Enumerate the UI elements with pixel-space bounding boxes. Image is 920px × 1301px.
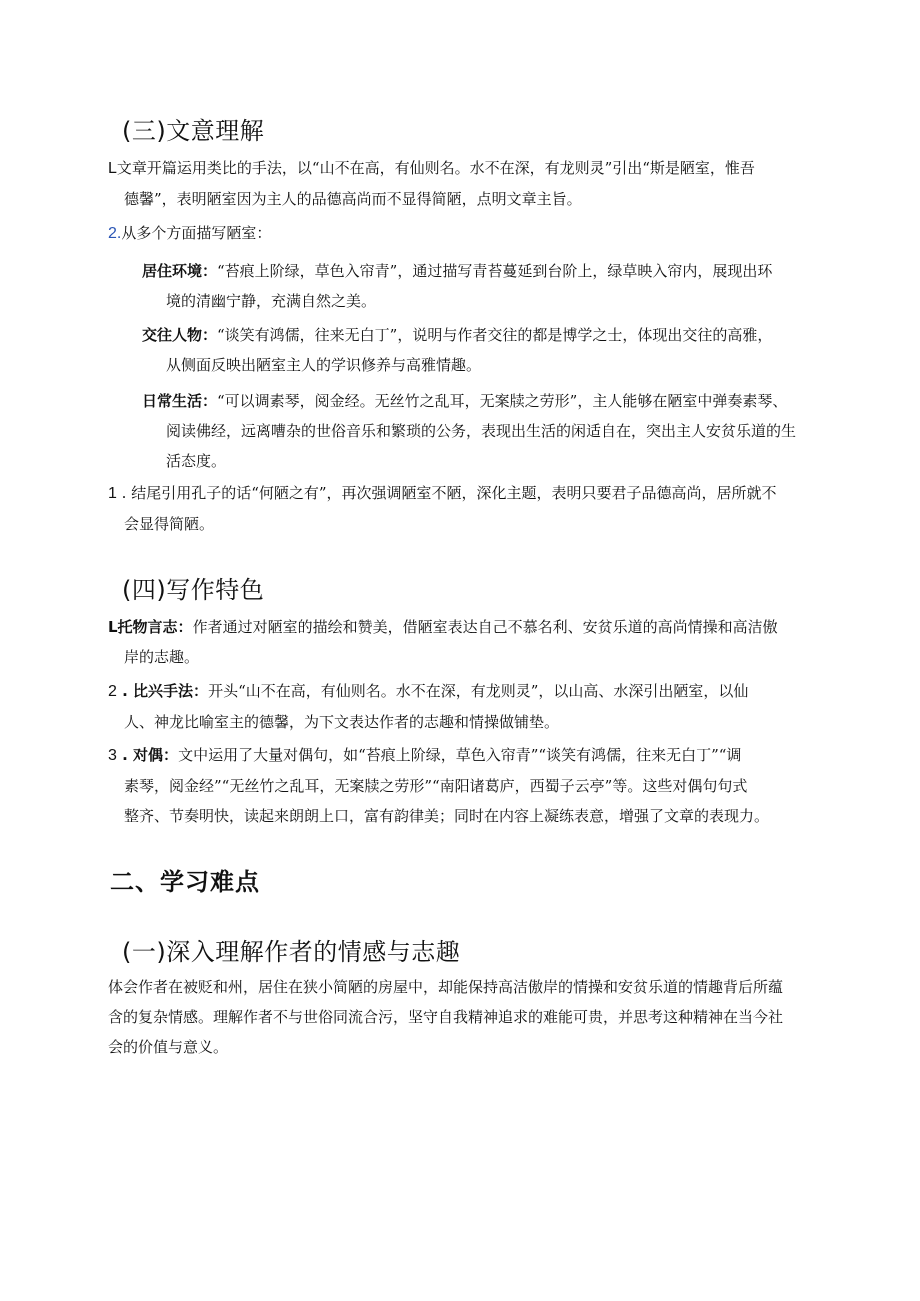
item-text-cont: 会显得简陋。 [124,515,215,533]
feature-label: . 对偶： [116,746,179,764]
item-text: 文章开篇运用类比的手法，以“山不在高，有仙则名。水不在深，有龙则灵”引出“斯是陋室，惟吾 [116,159,755,177]
item-number: 1 [108,485,117,502]
section-heading-writing-features: (四)写作特色 [122,576,265,604]
sub-item-text-cont2: 活态度。 [166,452,227,470]
feature-label: L托物言志： [108,618,193,636]
comprehension-item-1 [108,153,814,214]
sub-item-label: 交往人物： [142,326,218,344]
section-heading-comprehension: (三)文意理解 [122,117,265,145]
sub-item-text: “谈笑有鸿儒，往来无白丁”，说明与作者交往的都是博学之士，体现出交往的高雅， [217,326,773,344]
feature-number: 2 [108,683,117,700]
difficulty-paragraph [108,972,818,1062]
feature-text-cont: 素琴，阅金经”“无丝竹之乱耳，无案牍之劳形”“南阳诸葛庐，西蜀子云亭”等。这些对偶句句式 [124,777,748,795]
sub-item-daily-life [142,386,818,476]
feature-text-cont: 人、神龙比喻室主的德馨，为下文表达作者的志趣和情操做铺垫。 [124,713,560,731]
sub-item-text: “苔痕上阶绿，草色入帘青”，通过描写青苔蔓延到台阶上，绿草映入帘内，展现出环 [217,262,773,280]
feature-number: 3 [108,747,117,764]
sub-item-label: 日常生活： [142,392,218,410]
subsection-heading-emotions: (一)深入理解作者的情感与志趣 [122,938,461,966]
paragraph-line: 会的价值与意义。 [108,1038,229,1056]
item-text: 从多个方面描写陋室： [121,224,272,242]
feature-text-cont2: 整齐、节奏明快，读起来朗朗上口，富有韵律美；同时在内容上凝练表意，增强了文章的表现力。 [124,807,770,825]
sub-item-social-circle [142,320,818,380]
feature-item-3 [108,740,814,831]
item-marker: L [108,160,117,177]
feature-label: . 比兴手法： [116,682,209,700]
sub-item-living-environment [142,256,818,316]
item-text: . 结尾引用孔子的话“何陋之有”，再次强调陋室不陋，深化主题，表明只要君子品德高尚，居所就不 [116,484,777,502]
comprehension-item-3 [108,478,814,539]
feature-item-2 [108,676,814,737]
feature-text: 文中运用了大量对偶句，如“苔痕上阶绿，草色入帘青”“谈笑有鸿儒，往来无白丁”“调 [178,746,742,764]
sub-item-label: 居住环境： [142,262,218,280]
feature-text: 开头“山不在高，有仙则名。水不在深，有龙则灵”，以山高、水深引出陋室，以仙 [208,682,749,700]
paragraph-line: 含的复杂情感。理解作者不与世俗同流合污，坚守自我精神追求的难能可贵，并思考这种精神在当今社 [108,1008,784,1026]
sub-item-text-cont: 境的清幽宁静，充满自然之美。 [166,292,377,310]
sub-item-text: “可以调素琴，阅金经。无丝竹之乱耳，无案牍之劳形”，主人能够在陋室中弹奏素琴、 [217,392,788,410]
feature-text: 作者通过对陋室的描绘和赞美，借陋室表达自己不慕名利、安贫乐道的高尚情操和高洁傲 [192,618,778,636]
paragraph-line: 体会作者在被贬和州，居住在狭小简陋的房屋中，却能保持高洁傲岸的情操和安贫乐道的情趣背后所蕴 [108,978,784,996]
item-text-cont: 德馨”，表明陋室因为主人的品德高尚而不显得简陋，点明文章主旨。 [124,190,582,208]
feature-item-1 [108,612,814,672]
item-number: 2. [108,225,122,242]
comprehension-item-2 [108,218,814,249]
sub-item-text-cont: 阅读佛经，远离嘈杂的世俗音乐和繁琐的公务，表现出生活的闲适自在，突出主人安贫乐道的生 [166,422,797,440]
part-heading-difficulties: 二、学习难点 [110,868,260,896]
feature-text-cont: 岸的志趣。 [124,648,200,666]
sub-item-text-cont: 从侧面反映出陋室主人的学识修养与高雅情趣。 [166,356,482,374]
